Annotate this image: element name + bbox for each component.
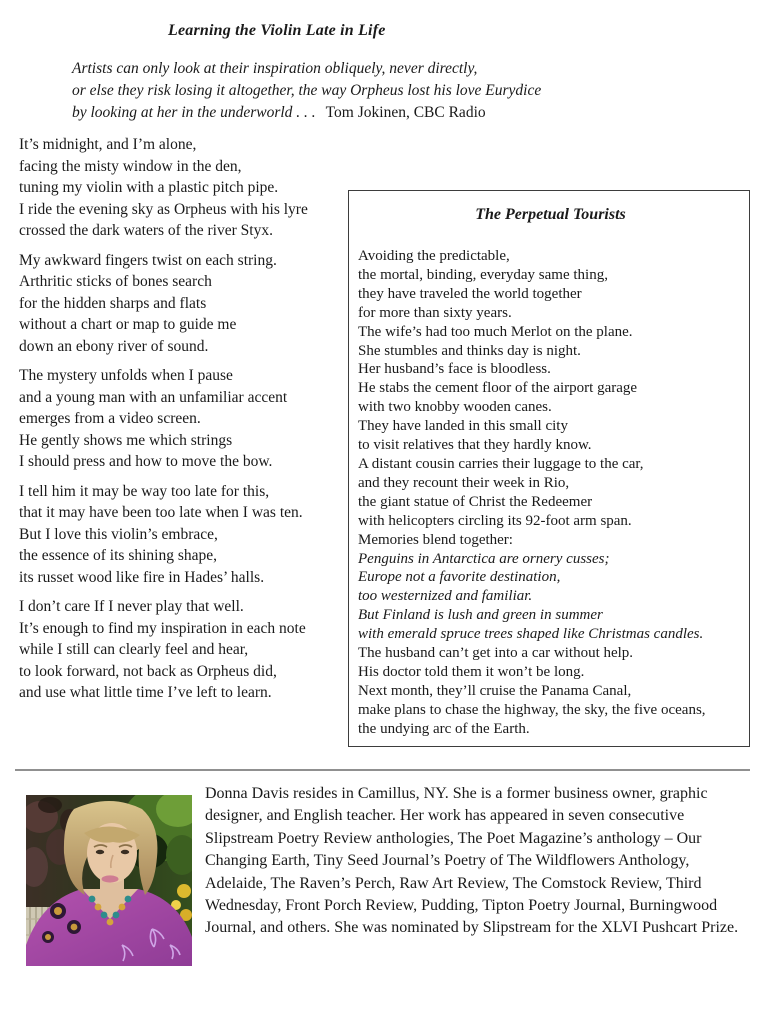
poem-line: They have landed in this small city: [358, 418, 568, 435]
epigraph-line: or else they risk losing it altogether, the way Orpheus lost his love Eurydice: [72, 82, 542, 99]
poem-line: and a young man with an unfamiliar accent: [19, 388, 288, 406]
poem-line: Memories blend together:: [358, 531, 513, 548]
poem-line: He gently shows me which strings: [19, 431, 233, 449]
poem-stanza: [19, 596, 349, 704]
poem-learning-the-violin: [19, 134, 349, 712]
poem-line: down an ebony river of sound.: [19, 337, 209, 355]
poem-stanza: [19, 365, 349, 473]
poem-line: The wife’s had too much Merlot on the plane.: [358, 323, 633, 340]
poem-line: I don’t care If I never play that well.: [19, 598, 244, 615]
poem-line: to look forward, not back as Orpheus did,: [19, 662, 277, 680]
poem-line: the giant statue of Christ the Redeemer: [358, 493, 593, 510]
poem-line: its russet wood like fire in Hades’ halls.: [19, 568, 265, 586]
poem-line: His doctor told them it won’t be long.: [358, 663, 585, 680]
poem-line: the mortal, binding, everyday same thing,: [358, 266, 608, 283]
poem-stanza: [19, 481, 349, 589]
poem-line: emerges from a video screen.: [19, 410, 201, 427]
poem-line: to visit relatives that they hardly know.: [358, 437, 592, 454]
author-bio-text: Donna Davis resides in Camillus, NY. She is a former business owner, graphic designer, and English teacher. Her work has appeared in seven consecutive Slipstream Poetry Review anthologies, The Poet Magazine’s anthology – Our Changing Earth, Tiny Seed Journal’s Poetry of The Wildflowers Anthology, Adelaide, The Raven’s Perch, Raw Art Review, The Comstock Review, Third Wednesday, Front Porch Review, Pudding, Tipton Poetry Journal, Burningwood Journal, and others. She was nominated by Slipstream for the XLVI Pushcart Prize.: [205, 785, 739, 937]
epigraph-line: Artists can only look at their inspiration obliquely, never directly,: [72, 60, 478, 77]
poem-line: I ride the evening sky as Orpheus with his lyre: [19, 200, 308, 218]
epigraph-closing: by looking at her in the underworld . . .: [72, 104, 316, 121]
poem-line: It’s midnight, and I’m alone,: [19, 136, 197, 153]
boxed-poem-title: The Perpetual Tourists: [475, 206, 626, 223]
poem-line: But Finland is lush and green in summer: [358, 607, 603, 624]
poem-line: make plans to chase the highway, the sky, the five oceans,: [358, 701, 706, 718]
poem-line: the essence of its shining shape,: [19, 547, 218, 564]
page-title: Learning the Violin Late in Life: [168, 22, 386, 39]
poem-line: without a chart or map to guide me: [19, 316, 237, 333]
poem-line: Arthritic sticks of bones search: [19, 273, 212, 290]
poem-line: Europe not a favorite destination,: [358, 569, 561, 586]
poem-stanza: [19, 134, 349, 242]
poem-line: She stumbles and thinks day is night.: [358, 342, 581, 359]
epigraph-line: [72, 102, 541, 124]
poem-line: too westernized and familiar.: [358, 588, 533, 605]
poem-line: Her husband’s face is bloodless.: [358, 361, 551, 378]
poem-line: with emerald spruce trees shaped like Christmas candles.: [358, 626, 704, 643]
poem-line: and use what little time I’ve left to learn.: [19, 684, 272, 701]
poem-line: facing the misty window in the den,: [19, 157, 242, 175]
boxed-poem-perpetual-tourists: [348, 190, 750, 747]
poem-line: crossed the dark waters of the river Styx.: [19, 222, 273, 239]
epigraph-attribution: Tom Jokinen, CBC Radio: [325, 104, 486, 121]
poem-line: and they recount their week in Rio,: [358, 474, 570, 491]
poem-line: He stabs the cement floor of the airport garage: [358, 380, 638, 397]
poem-line: for more than sixty years.: [358, 304, 512, 321]
poem-line: with helicopters circling its 92-foot arm span.: [358, 512, 632, 529]
poem-line: Penguins in Antarctica are ornery cusses;: [358, 550, 610, 567]
poem-line: I tell him it may be way too late for this,: [19, 482, 270, 500]
poem-stanza: [19, 250, 349, 358]
poem-line: tuning my violin with a plastic pitch pipe.: [19, 179, 279, 196]
section-divider: [15, 769, 750, 771]
poem-line: The mystery unfolds when I pause: [19, 367, 233, 384]
poem-line: But I love this violin’s embrace,: [19, 525, 218, 543]
author-photo: [26, 795, 192, 966]
poem-line: Next month, they’ll cruise the Panama Canal,: [358, 682, 632, 699]
poem-line: Avoiding the predictable,: [358, 248, 510, 264]
poem-line: for the hidden sharps and flats: [19, 294, 207, 312]
poem-line: I should press and how to move the bow.: [19, 453, 273, 470]
poem-line: with two knobby wooden canes.: [358, 399, 552, 416]
poem-line: A distant cousin carries their luggage to the car,: [358, 455, 644, 472]
poem-line: while I still can clearly feel and hear,: [19, 641, 249, 658]
poem-line: the undying arc of the Earth.: [358, 720, 530, 737]
poem-line: they have traveled the world together: [358, 285, 582, 302]
poem-line: The husband can’t get into a car without help.: [358, 645, 634, 662]
poem-line: My awkward fingers twist on each string.: [19, 251, 277, 269]
poem-line: It’s enough to find my inspiration in each note: [19, 619, 306, 637]
epigraph: [72, 58, 541, 124]
poem-line: that it may have been too late when I was ten.: [19, 504, 303, 521]
boxed-poem-body: [358, 247, 743, 739]
